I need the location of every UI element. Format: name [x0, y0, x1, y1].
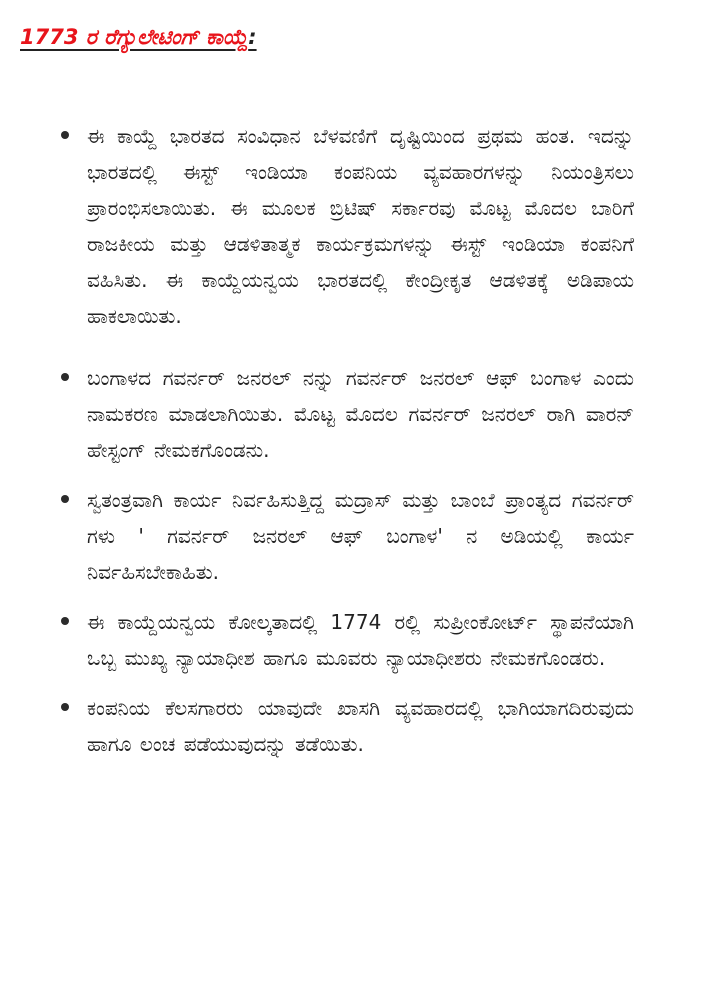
- list-item-text: ಸ್ವತಂತ್ರವಾಗಿ ಕಾರ್ಯ ನಿರ್ವಹಿಸುತ್ತಿದ್ದ ಮದ್ರಾಸ್ ಮತ್ತು ಬಾಂಬೆ ಪ್ರಾಂತ್ಯದ ಗವರ್ನರ್ ಗಳು ' ಗವರ್ನರ್ ಜನರಲ್ ಆಫ್ ಬಂಗಾಳ' ನ ಅಡಿಯಲ್ಲಿ ಕಾರ್ಯ ನಿರ್ವಹಿಸಬೇಕಾಹಿತು.: [87, 488, 634, 584]
- list-item: [0, 360, 720, 468]
- list-item-text: ಬಂಗಾಳದ ಗವರ್ನರ್ ಜನರಲ್ ನನ್ನು ಗವರ್ನರ್ ಜನರಲ್ ಆಫ್ ಬಂಗಾಳ ಎಂದು ನಾಮಕರಣ ಮಾಡಲಾಗಿಯಿತು. ಮೊಟ್ಟ ಮೊದಲ ಗವರ್ನರ್ ಜನರಲ್ ರಾಗಿ ವಾರನ್ ಹೇಸ್ಟಂಗ್ ನೇಮಕಗೊಂಡನು.: [87, 366, 634, 462]
- bullet-icon: [61, 495, 69, 503]
- list-item: [0, 118, 720, 334]
- page-title: [20, 20, 257, 54]
- list-item-text: ಈ ಕಾಯ್ದೆಯನ್ವಯ ಕೋಲ್ಕತಾದಲ್ಲಿ 1774 ರಲ್ಲಿ ಸುಪ್ರೀಂಕೋರ್ಟ್ ಸ್ಥಾಪನೆಯಾಗಿ ಒಬ್ಬ ಮುಖ್ಯ ನ್ಯಾಯಾಧೀಶ ಹಾಗೂ ಮೂವರು ನ್ಯಾಯಾಧೀಶರು ನೇಮಕಗೊಂಡರು.: [87, 610, 634, 670]
- bullet-icon: [61, 703, 69, 711]
- bullet-icon: [61, 131, 69, 139]
- page-title-text: 1773 ರ ರೆಗ್ಯುಲೇಟಿಂಗ್ ಕಾಯ್ದೆ: [20, 25, 249, 49]
- bullet-icon: [61, 373, 69, 381]
- list-item-text: ಈ ಕಾಯ್ದೆ ಭಾರತದ ಸಂವಿಧಾನ ಬೆಳವಣಿಗೆ ದೃಷ್ಟಿಯಿಂದ ಪ್ರಥಮ ಹಂತ. ಇದನ್ನು ಭಾರತದಲ್ಲಿ ಈಸ್ಟ್ ಇಂಡಿಯಾ ಕಂಪನಿಯ ವ್ಯವಹಾರಗಳನ್ನು ನಿಯಂತ್ರಿಸಲು ಪ್ರಾರಂಭಿಸಲಾಯಿತು. ಈ ಮೂಲಕ ಬ್ರಿಟಿಷ್ ಸರ್ಕಾರವು ಮೊಟ್ಟ ಮೊದಲ ಬಾರಿಗೆ ರಾಜಕೀಯ ಮತ್ತು ಆಡಳಿತಾತ್ಮಕ ಕಾರ್ಯಕ್ರಮಗಳನ್ನು ಈಸ್ಟ್ ಇಂಡಿಯಾ ಕಂಪನಿಗೆ ವಹಿಸಿತು. ಈ ಕಾಯ್ದೆಯನ್ವಯ ಭಾರತದಲ್ಲಿ ಕೇಂದ್ರೀಕೃತ ಆಡಳಿತಕ್ಕೆ ಅಡಿಪಾಯ ಹಾಕಲಾಯಿತು.: [87, 124, 634, 328]
- page-title-colon: :: [248, 25, 257, 49]
- list-item: [0, 482, 720, 590]
- bullet-list: [0, 118, 720, 762]
- bullet-icon: [61, 617, 69, 625]
- list-item: [0, 690, 720, 762]
- list-item-text: ಕಂಪನಿಯ ಕೆಲಸಗಾರರು ಯಾವುದೇ ಖಾಸಗಿ ವ್ಯವಹಾರದಲ್ಲಿ ಭಾಗಿಯಾಗದಿರುವುದು ಹಾಗೂ ಲಂಚ ಪಡೆಯುವುದನ್ನು ತಡೆಯಿತು.: [87, 696, 634, 756]
- list-item: [0, 604, 720, 676]
